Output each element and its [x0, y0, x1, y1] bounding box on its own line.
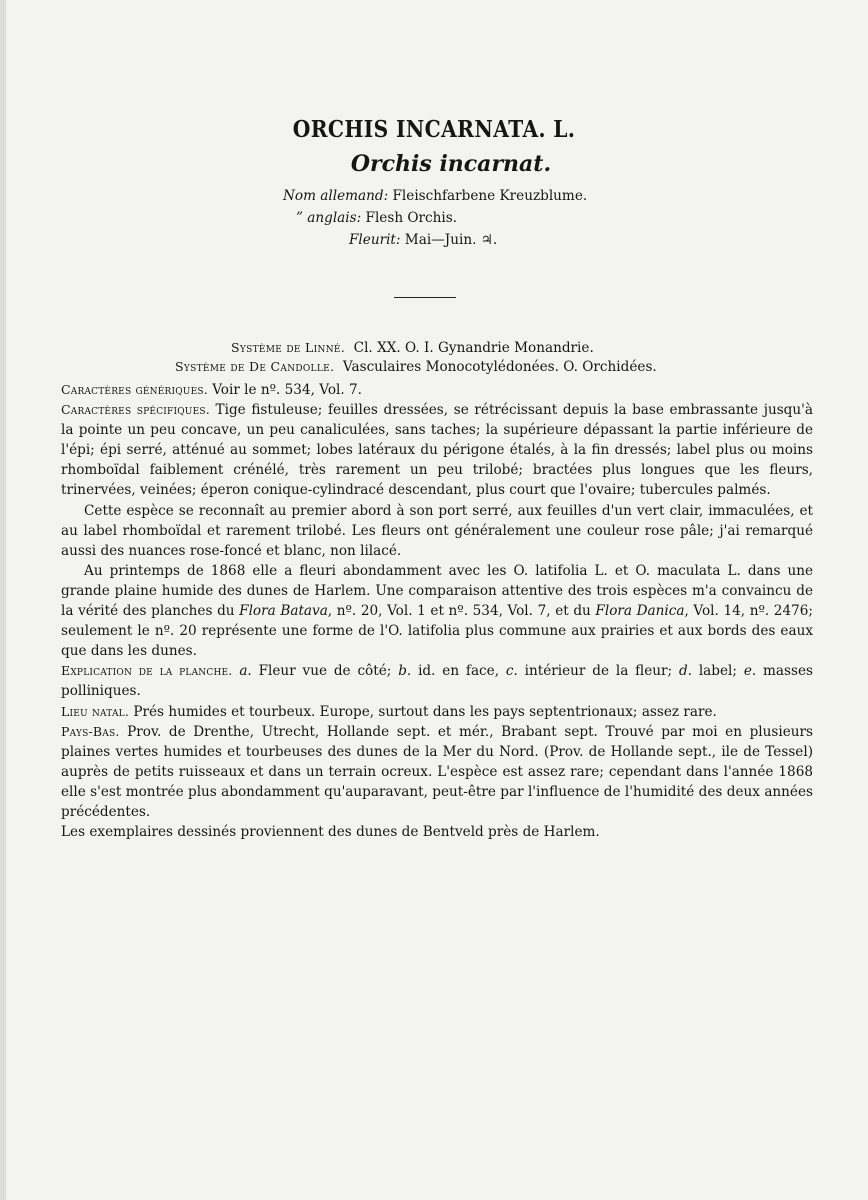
flowering-value: Mai—Juin. ♃.	[404, 232, 498, 248]
plate-key-b: b.	[398, 663, 412, 680]
native-habitat-text: Prés humides et tourbeux. Europe, surtout dans les pays septentrionaux; assez rare.	[133, 703, 717, 720]
system-linne-value: Cl. XX. O. I. Gynandrie Monandrie.	[353, 340, 594, 356]
netherlands-text: Prov. de Drenthe, Utrecht, Hollande sept. et mér., Brabant sept. Trouvé par moi en plusieurs plaines vertes humides et tourbeuses des dunes de la Mer du Nord. (Prov. de Hollande sept., ile de Tessel) auprès de petits ruisseaux et dans un terrain ocreux. L'espèce est assez rare; cependant dans l'année 1868 elle s'est montrée plus abondamment qu'auparavant, peut-être par l'influence de l'humidité des deux années précédentes.	[61, 723, 813, 820]
german-name-value: Fleischfarbene Kreuzblume.	[392, 188, 588, 204]
plate-key-a: a.	[239, 663, 252, 680]
system-linne-label: Système de Linné.	[231, 340, 346, 355]
page-title: ORCHIS INCARNATA. L.	[292, 116, 576, 143]
plate-key-e: e.	[743, 663, 757, 680]
system-linne	[231, 340, 594, 356]
native-habitat	[61, 702, 813, 722]
description-body	[61, 380, 813, 842]
plate-explanation	[61, 661, 813, 701]
flora-batava-title: Flora Batava	[239, 603, 328, 620]
system-candolle-label: Système de De Candolle.	[175, 359, 335, 374]
german-name-label: Nom allemand:	[283, 188, 389, 204]
netherlands-label: Pays-Bas.	[61, 723, 120, 739]
plate-key-c: c.	[505, 663, 518, 680]
netherlands-distribution	[61, 722, 813, 822]
english-name-label: ” anglais:	[296, 210, 362, 226]
german-name-row	[283, 188, 587, 204]
printemps-text-1: Au printemps de 1868 elle a fleuri abondamment avec les O. latifolia L. et O. maculata L. dans une grande plaine humide des dunes de Harlem. Une comparaison attentive des trois espèces m'a convaincu de la vérité des planches du	[61, 562, 813, 620]
plate-key-c-text: intérieur de la fleur;	[517, 663, 679, 680]
flowering-row	[349, 232, 497, 248]
printemps-text-2: , nº. 20, Vol. 1 et nº. 534, Vol. 7, et du	[327, 603, 596, 620]
english-name-value: Flesh Orchis.	[365, 210, 458, 226]
page-edge	[0, 0, 6, 1200]
specific-characters	[61, 400, 813, 500]
generic-characters-label: Caractères génériques.	[61, 382, 208, 397]
flowering-label: Fleurit:	[349, 232, 401, 248]
plate-explanation-label: Explication de la planche.	[61, 663, 233, 679]
plate-key-d-text: label;	[691, 663, 744, 680]
specimens-note: Les exemplaires dessinés proviennent des dunes de Bentveld près de Harlem.	[61, 824, 600, 841]
specific-characters-text: Tige fistuleuse; feuilles dressées, se rétrécissant depuis la base embrassante jusqu'à la pointe un peu concave, un peu canaliculées, sans taches; la supérieure dépassant la partie inférieure de l'épi; épi serré, atténué au sommet; lobes latéraux du périgone étalés, à la fin dressés; label plus ou moins rhomboïdal faiblement crénélé, très rarement un peu trilobé; bractées plus longues que les fleurs, trinervées, veinées; éperon conique-cylindracé descendant, plus court que l'ovaire; tubercules palmés.	[61, 402, 813, 499]
plate-key-a-text: Fleur vue de côté;	[251, 663, 399, 680]
title-divider	[394, 297, 456, 298]
system-candolle	[175, 359, 657, 375]
plate-key-d: d.	[678, 663, 692, 680]
system-candolle-value: Vasculaires Monocotylédonées. O. Orchidées.	[342, 359, 657, 375]
generic-characters	[61, 380, 813, 400]
paragraph-printemps	[61, 561, 813, 661]
plate-key-b-text: id. en face,	[411, 663, 506, 680]
generic-characters-text: Voir le nº. 534, Vol. 7.	[212, 382, 362, 398]
printemps-text-3: , Vol. 14, nº. 2476; seulement le nº. 20 représente une forme de l'O. latifolia plus commune aux prairies et aux bords des eaux que dans les dunes.	[61, 603, 813, 660]
flora-danica-title: Flora Danica	[595, 603, 685, 620]
plate-key-e-text: masses polliniques.	[61, 663, 813, 700]
english-name-row	[296, 210, 457, 226]
page-subtitle: Orchis incarnat.	[350, 151, 552, 177]
native-habitat-label: Lieu natal.	[61, 703, 130, 719]
paragraph-port: Cette espèce se reconnaît au premier abord à son port serré, aux feuilles d'un vert clair, immaculées, et au label rhomboïdal et rarement trilobé. Les fleurs ont généralement une couleur rose pâle; j'ai remarqué aussi des nuances rose-foncé et blanc, non lilacé.	[61, 502, 813, 559]
specific-characters-label: Caractères spécifiques.	[61, 402, 210, 418]
